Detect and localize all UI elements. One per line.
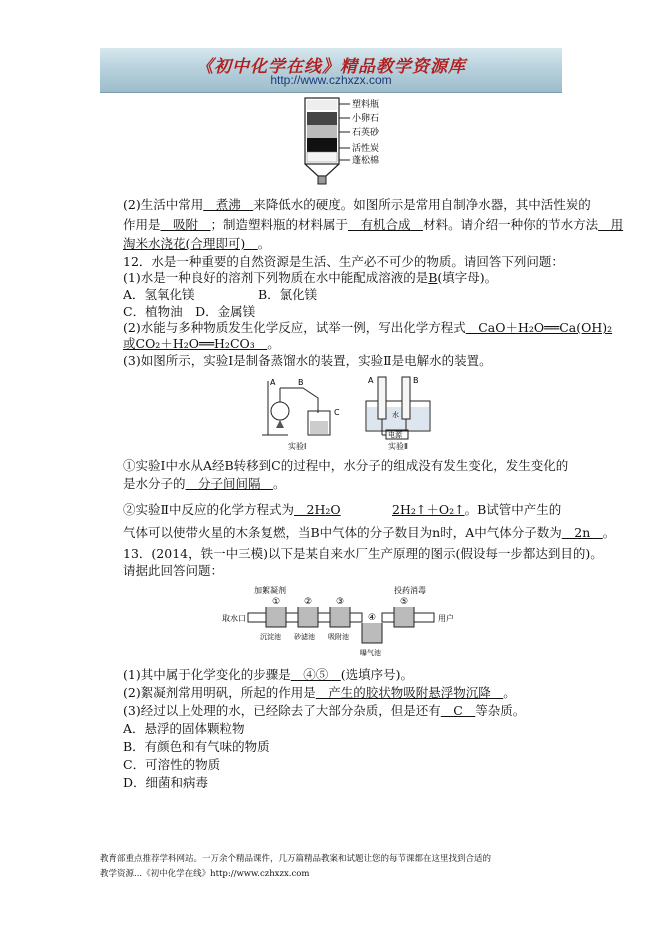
q11-line1: (2)生活中常用 煮沸 来降低水的硬度。如图所示是常用自制净水器，其中活性炭的 bbox=[123, 197, 591, 212]
q12-sub2-line1: ②实验Ⅱ中反应的化学方程式为 2H₂O bbox=[123, 502, 341, 517]
label-pebbles: 小卵石 bbox=[352, 114, 380, 124]
step-5: ⑤ bbox=[400, 597, 409, 607]
answer-remaining-impurity: C bbox=[440, 703, 476, 718]
banner-url[interactable]: http://www.czhxzx.com bbox=[270, 73, 392, 87]
label-a: A bbox=[270, 378, 276, 387]
q12-sub2-line2: 气体可以使带火星的木条复燃，当B中气体的分子数目为n时，A中气体分子数为 2n 。 bbox=[123, 525, 616, 540]
caption-exp1: 实验Ⅰ bbox=[288, 442, 307, 451]
answer-2n: 2n bbox=[561, 525, 603, 540]
q13-option-b: B．有颜色和有气味的物质 bbox=[123, 739, 270, 754]
label-user: 用户 bbox=[438, 614, 454, 623]
q13-option-d: D．细菌和病毒 bbox=[123, 775, 209, 790]
q11-line3: 淘米水浇花(合理即可) 。 bbox=[123, 236, 271, 251]
banner-title: 《初中化学在线》精品教学资源库 bbox=[196, 57, 466, 77]
answer-molecular-spacing: 分子间间隔 bbox=[185, 476, 274, 491]
q13-option-a: A．悬浮的固体颗粒物 bbox=[123, 721, 245, 736]
label-water: 水 bbox=[392, 411, 399, 419]
answer-boil: 煮沸 bbox=[203, 197, 254, 212]
answer-save-water: 淘米水浇花(合理即可) bbox=[123, 236, 258, 251]
answer-equation-2: 或CO₂＋H₂O══H₂CO₃ bbox=[123, 336, 268, 351]
water-filter-figure bbox=[290, 96, 420, 190]
label-activated-carbon: 活性炭 bbox=[352, 144, 380, 154]
label-a2: A bbox=[368, 376, 374, 385]
q13-part3: (3)经过以上处理的水，已经除去了大部分杂质，但是还有 C 等杂质。 bbox=[123, 703, 526, 718]
label-disinfect: 投药消毒 bbox=[394, 586, 426, 595]
tank-sedimentation: 沉淀池 bbox=[260, 633, 281, 641]
q11-line2: 作用是 吸附 ；制造塑料瓶的材料属于 有机合成 材料。请介绍一种你的节水方法 用 bbox=[123, 217, 624, 232]
q12-sub1-line1: ①实验Ⅰ中水从A经B转移到C的过程中，水分子的组成没有发生变化，发生变化的 bbox=[123, 458, 569, 473]
label-c: C bbox=[334, 408, 340, 417]
q13-intro1: 13．(2014，铁一中三模)以下是某自来水厂生产原理的图示(假设每一步都达到目的)。 bbox=[123, 546, 603, 561]
q13-part2: (2)絮凝剂常用明矾，所起的作用是 产生的胶状物吸附悬浮物沉降 。 bbox=[123, 685, 516, 700]
caption-exp2: 实验Ⅱ bbox=[388, 442, 408, 451]
step-2: ② bbox=[304, 597, 313, 607]
q12-intro: 12．水是一种重要的自然资源是生活、生产必不可少的物质。请回答下列问题： bbox=[123, 254, 564, 269]
answer-electrolysis-right: 2H₂↑＋O₂↑ bbox=[392, 502, 465, 517]
label-plastic-bottle: 塑料瓶 bbox=[352, 100, 380, 110]
label-intake: 取水口 bbox=[222, 614, 246, 623]
tank-aeration: 曝气池 bbox=[360, 649, 381, 657]
site-banner bbox=[100, 48, 562, 93]
answer-electrolysis-left: 2H₂O bbox=[294, 502, 341, 517]
label-quartz-sand: 石英砂 bbox=[352, 128, 380, 138]
q12-part3: (3)如图所示，实验Ⅰ是制备蒸馏水的装置，实验Ⅱ是电解水的装置。 bbox=[123, 353, 492, 368]
q13-part1: (1)其中属于化学变化的步骤是 ④⑤ (选填序号)。 bbox=[123, 667, 413, 682]
tank-sand-filter: 砂滤池 bbox=[294, 633, 315, 641]
q13-option-c: C．可溶性的物质 bbox=[123, 757, 221, 772]
q12-part2: (2)水能与多种物质发生化学反应，试举一例，写出化学方程式 CaO＋H₂O══Ca(OH)₂ bbox=[123, 320, 613, 335]
answer-chemical-steps: ④⑤ bbox=[290, 667, 341, 682]
q12-sub1-line2: 是水分子的 分子间间隔 。 bbox=[123, 476, 286, 491]
label-power: 电源 bbox=[388, 431, 402, 439]
electrolysis-apparatus bbox=[360, 373, 440, 451]
answer-alum-role: 产生的胶状物吸附悬浮物沉降 bbox=[315, 685, 504, 700]
footer-line1: 教育部重点推荐学科网站。一万余个精品课件，几万篇精品教案和试题让您的每节课都在这里找到合适的 bbox=[100, 854, 492, 864]
label-b2: B bbox=[413, 376, 419, 385]
q12-part2-cont: 或CO₂＋H₂O══H₂CO₃ 。 bbox=[123, 336, 280, 351]
water-plant-diagram bbox=[220, 585, 470, 660]
distillation-apparatus bbox=[258, 373, 358, 451]
label-b: B bbox=[298, 378, 304, 387]
q12-sub2-products: 2H₂↑＋O₂↑。B试管中产生的 bbox=[392, 502, 562, 517]
tank-adsorption: 吸附池 bbox=[328, 633, 349, 641]
option-cd: C．植物油 D．金属镁 bbox=[123, 304, 256, 319]
answer-q12-1: B bbox=[428, 270, 438, 285]
answer-adsorb: 吸附 bbox=[160, 217, 211, 232]
label-cotton: 蓬松棉 bbox=[352, 156, 380, 166]
answer-equation-1: CaO＋H₂O══Ca(OH)₂ bbox=[465, 320, 613, 335]
q12-part1: (1)水是一种良好的溶剂下列物质在水中能配成溶液的是B(填字母)。 bbox=[123, 270, 498, 285]
footer-line2: 教学资源...《初中化学在线》http://www.czhxzx.com bbox=[100, 869, 310, 879]
q13-intro2: 请据此回答问题： bbox=[123, 563, 224, 578]
step-3: ③ bbox=[336, 597, 345, 607]
option-b: B．氯化镁 bbox=[258, 287, 318, 302]
label-add-flocculant: 加絮凝剂 bbox=[254, 586, 286, 595]
step-1: ① bbox=[272, 597, 281, 607]
footer-link[interactable]: http://www.czhxzx.com bbox=[210, 869, 310, 879]
option-a: A．氢氧化镁 bbox=[123, 287, 195, 302]
answer-organic: 有机合成 bbox=[348, 217, 424, 232]
step-4: ④ bbox=[368, 613, 377, 623]
